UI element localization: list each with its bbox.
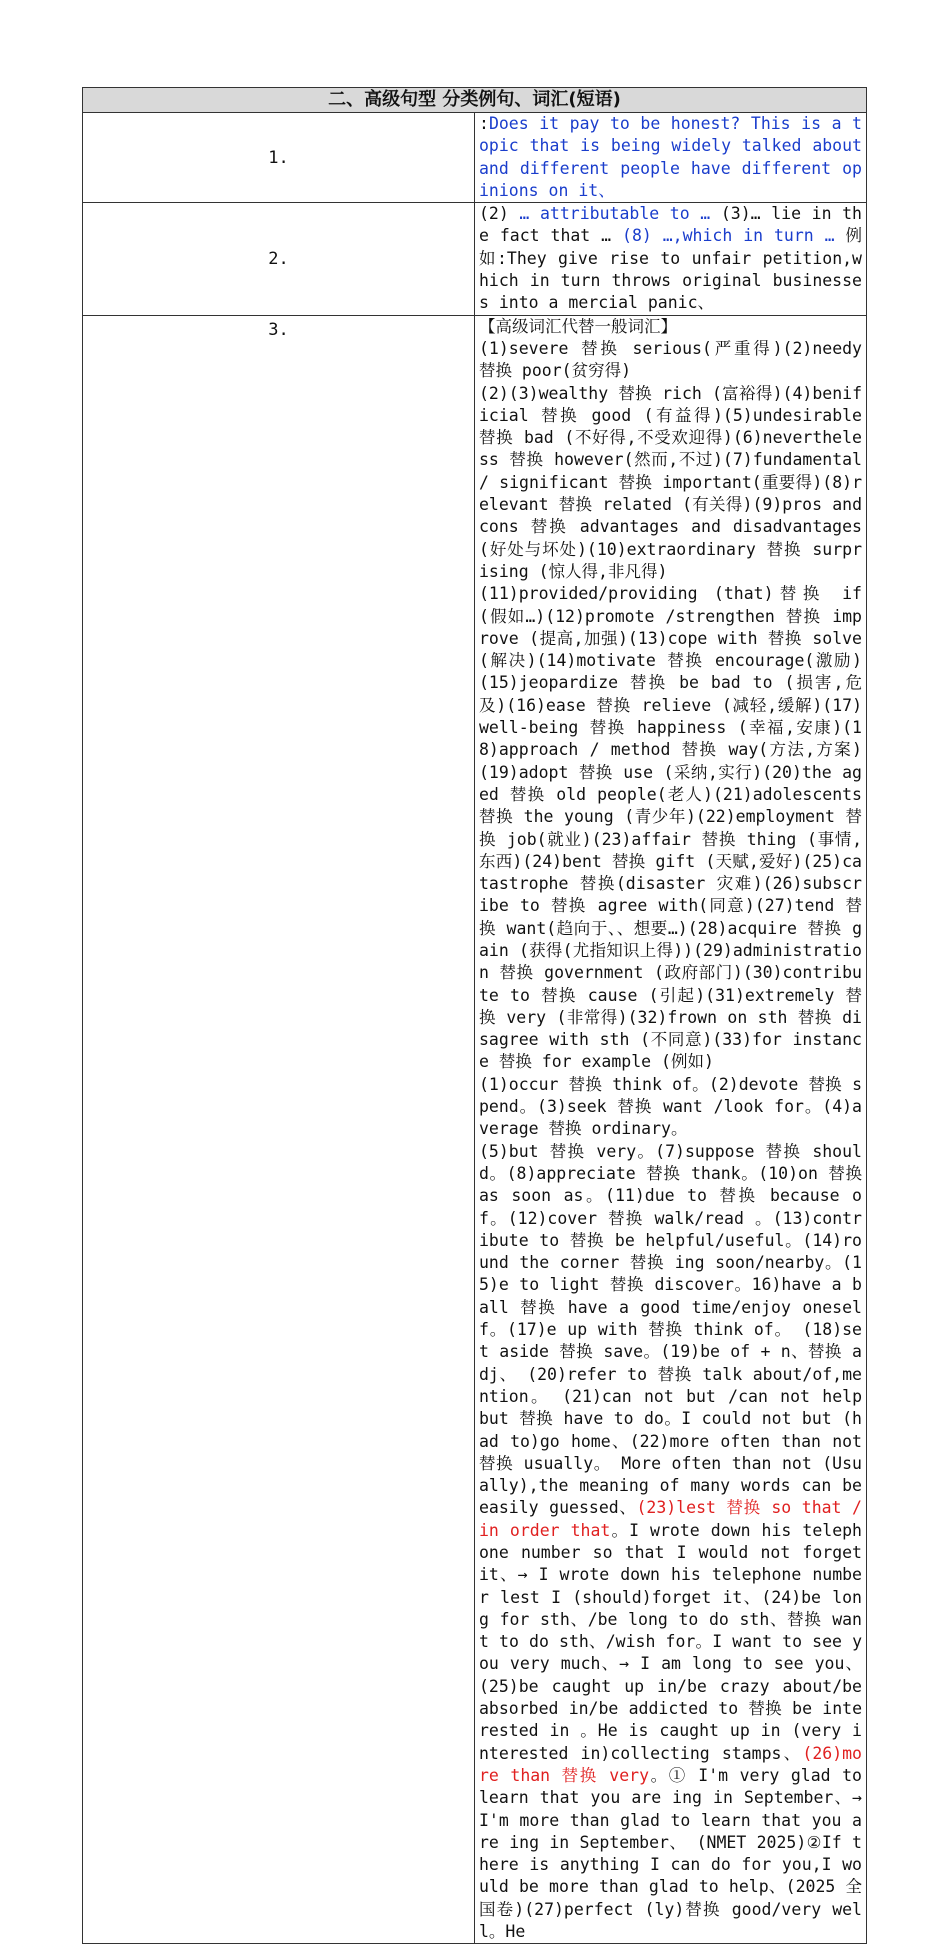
table-row [83,315,867,1944]
table-row [83,113,867,203]
content-table [82,87,867,1944]
content-text: 。① I'm very glad to learn that you are ing in September、→ I'm more than glad to learn that you are ing in September、 (NMET 2025)②If there is anything I can do for you,I would be more than glad to help、(2025 全国卷)(27)perfect (ly)替换 good/very well。He [479,1765,862,1942]
table-header: 二、高级句型 分类例句、词汇(短语) [83,88,867,113]
vocab-paragraph: (11)provided/providing (that)替换 if (假如…)(12)promote /strengthen 替换 improve (提高,加强)(13)cope with 替换 solve(解决)(14)motivate 替换 encourage(激励)(15)jeopardize 替换 be bad to (损害,危及)(16)ease 替换 relieve (减轻,缓解)(17)well-being 替换 happiness (幸福,安康)(18)approach / method 替换 way(方法,方案)(19)adopt 替换 use (采纳,实行)(20)the aged 替换 old people(老人)(21)adolescents 替换 the young (青少年)(22)employment 替换 job(就业)(23)affair 替换 thing (事情,东西)(24)bent 替换 gift (天赋,爱好)(25)catastrophe 替换(disaster 灾难)(26)subscribe to 替换 agree with(同意)(27)tend 替换 want(趋向于、、想要…)(28)acquire 替换 gain (获得(尤指知识上得))(29)administration 替换 government (政府部门)(30)contribute to 替换 cause (引起)(31)extremely 替换 very (非常得)(32)frown on sth 替换 disagree with sth (不同意)(33)for instance 替换 for example (例如) [479,584,862,1072]
red-highlight-text: (23)lest 替换 so that /in order that [479,1498,862,1540]
vocab-paragraph: (1)occur 替换 think of。(2)devote 替换 spend。(3)seek 替换 want /look for。(4)average 替换 ordinary。 [479,1074,862,1139]
content-text: : [479,114,489,133]
content-text: 例如:They give rise to unfair petition,which in turn throws original businesses into a mercial panic、 [479,226,862,313]
content-text: (2) [479,204,520,224]
red-highlight-text: (26)more than 替换 very [479,1743,862,1785]
vocab-paragraph: (1)severe 替换 serious(严重得)(2)needy 替换 poor(贫穷得) [479,338,862,381]
row-number: 2. [83,203,475,315]
vocab-paragraph: (2)(3)wealthy 替换 rich (富裕得)(4)benificial 替换 good (有益得)(5)undesirable 替换 bad (不好得,不受欢迎得)(6)nevertheless 替换 however(然而,不过)(7)fundamental / significant 替换 important(重要得)(8)relevant 替换 related (有关得)(9)pros and cons 替换 advantages and disadvantages(好处与坏处)(10)extraordinary 替换 surprising (惊人得,非凡得) [479,383,862,581]
highlight-text: Does it pay to be honest? This is a topic that is being widely talked about and different people have different opinions on it、 [479,114,862,200]
content-text: (5)but 替换 very。(7)suppose 替换 should。(8)appreciate 替换 thank。(10)on 替换 as soon as。(11)due to 替换 because of。(12)cover 替换 walk/read 。(13)contribute to 替换 be helpful/useful。(14)round the corner 替换 ing soon/nearby。(15)e to light 替换 discover。16)have a ball 替换 have a good time/enjoy oneself。(17)e up with 替换 think of。 (18)set aside 替换 save。(19)be of + n、替换 adj、 (20)refer to 替换 talk about/of,mention。 (21)can not but /can not help but 替换 have to do。I could not but (had to)go home、(22)more often than not 替换 usually。 More often than not (Usually),the meaning of many words can be easily guessed、 [479,1141,862,1518]
highlight-text: (8) …,which in turn … [622,226,835,246]
row-content [475,203,867,315]
highlight-text: … attributable to … [519,204,711,224]
table-row [83,203,867,315]
row-number: 3. [83,315,475,1944]
row-content [475,315,867,1944]
section-heading: 【高级词汇代替一般词汇】 [479,316,677,336]
row-number: 1. [83,113,475,203]
content-text: 。I wrote down his telephone number so that I would not forget it、→ I wrote down his telephone number lest I (should)forget it、(24)be long for sth、/be long to do sth、替换 want to do sth、/wish for。I want to see you very much、→ I am long to see you、(25)be caught up in/be crazy about/be absorbed in/be addicted to 替换 be interested in 。He is caught up in (very interested in)collecting stamps、 [479,1520,862,1763]
vocab-paragraph [479,1141,862,1944]
row-content [475,113,867,203]
content-text: (3)… lie in the fact that … [479,204,862,246]
